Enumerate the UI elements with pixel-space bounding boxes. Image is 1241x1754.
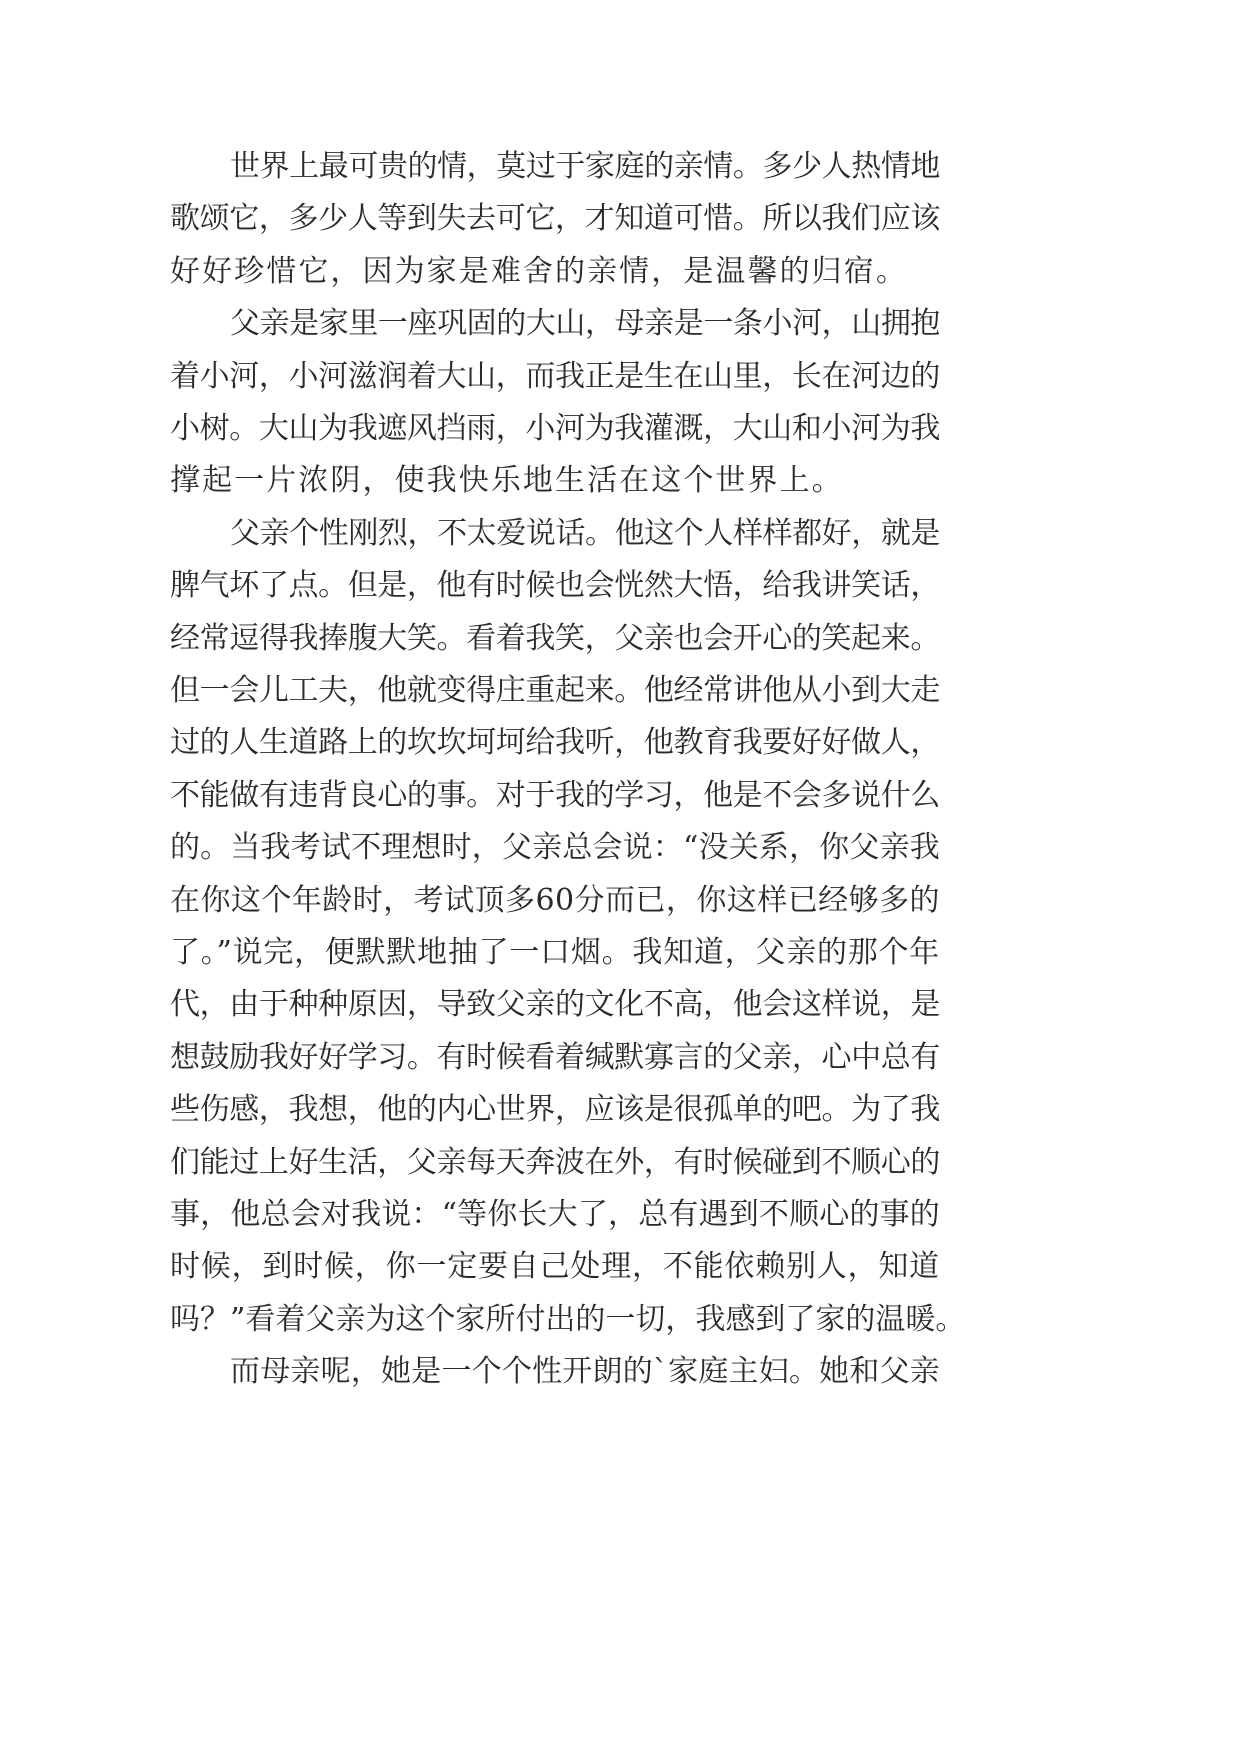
paragraph-3-line-4: 但一会儿工夫，他就变得庄重起来。他经常讲他从小到大走 xyxy=(170,673,940,708)
paragraph-3-line-6: 不能做有违背良心的事。对于我的学习，他是不会多说什么 xyxy=(170,777,940,813)
paragraph-4-line-1: 而母亲呢，她是一个个性开朗的`家庭主妇。她和父亲 xyxy=(230,1354,940,1390)
paragraph-3-line-14: 事，他总会对我说：“等你长大了，总有遇到不顺心的事的 xyxy=(170,1197,940,1232)
paragraph-3-line-10: 代，由于种种原因，导致父亲的文化不高，他会这样说，是 xyxy=(170,987,940,1023)
paragraph-3-line-11: 想鼓励我好好学习。有时候看着缄默寡言的父亲，心中总有 xyxy=(170,1039,940,1075)
paragraph-3-line-13: 们能过上好生活，父亲每天奔波在外，有时候碰到不顺心的 xyxy=(170,1144,940,1180)
paragraph-2-line-4: 撑起一片浓阴，使我快乐地生活在这个世界上。 xyxy=(170,463,844,499)
paragraph-2-line-1: 父亲是家里一座巩固的大山，母亲是一条小河，山拥抱 xyxy=(230,306,940,342)
paragraph-1-line-2: 歌颂它，多少人等到失去可它，才知道可惜。所以我们应该 xyxy=(170,201,940,237)
paragraph-3-line-3: 经常逗得我捧腹大笑。看着我笑，父亲也会开心的笑起来。 xyxy=(170,620,940,656)
paragraph-3-line-2: 脾气坏了点。但是，他有时候也会恍然大悟，给我讲笑话， xyxy=(170,568,940,604)
paragraph-3-line-7: 的。当我考试不理想时，父亲总会说：“没关系，你父亲我 xyxy=(170,830,940,866)
paragraph-1-line-1: 世界上最可贵的情，莫过于家庭的亲情。多少人热情地 xyxy=(230,149,940,184)
paragraph-3-line-1: 父亲个性刚烈，不太爱说话。他这个人样样都好，就是 xyxy=(230,515,940,551)
paragraph-2-line-2: 着小河，小河滋润着大山，而我正是生在山里，长在河边的 xyxy=(170,358,940,394)
paragraph-3-line-15: 时候，到时候，你一定要自己处理，不能依赖别人，知道 xyxy=(170,1249,940,1285)
paragraph-3-line-16: 吗？”看着父亲为这个家所付出的一切，我感到了家的温暖。 xyxy=(170,1301,966,1337)
paragraph-3-line-8: 在你这个年龄时，考试顶多60分而已，你这样已经够多的 xyxy=(170,882,940,918)
paragraph-3-line-5: 过的人生道路上的坎坎坷坷给我听，他教育我要好好做人， xyxy=(170,725,940,761)
paragraph-3-line-12: 些伤感，我想，他的内心世界，应该是很孤单的吧。为了我 xyxy=(170,1092,940,1128)
paragraph-3-line-9: 了。”说完，便默默地抽了一口烟。我知道，父亲的那个年 xyxy=(170,935,940,970)
paragraph-1-line-3: 好好珍惜它，因为家是难舍的亲情，是温馨的归宿。 xyxy=(170,253,908,289)
paragraph-2-line-3: 小树。大山为我遮风挡雨，小河为我灌溉，大山和小河为我 xyxy=(170,411,940,446)
